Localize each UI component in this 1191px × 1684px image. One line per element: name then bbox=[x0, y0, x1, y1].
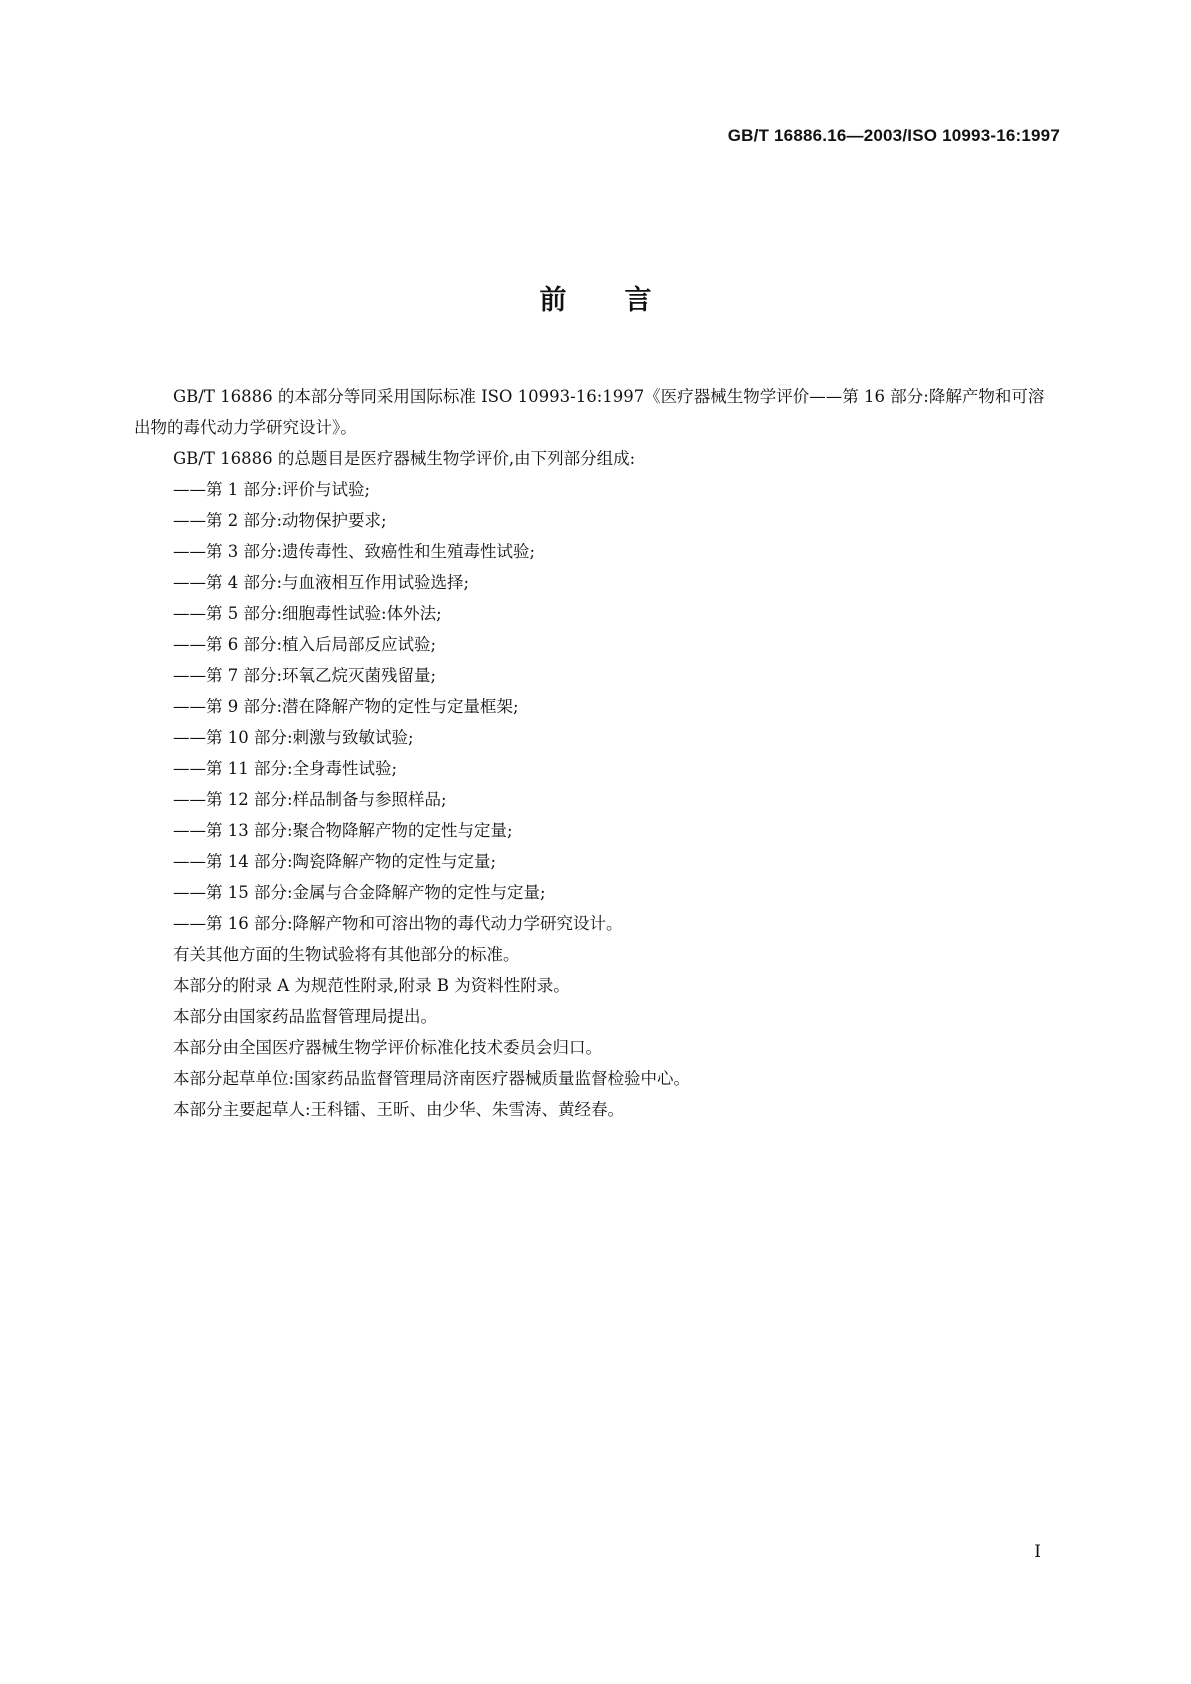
intro-paragraph-1: GB/T 16886 的本部分等同采用国际标准 ISO 10993-16:1997《医疗器械生物学评价——第 16 部分:降解产物和可溶出物的毒代动力学研究设计》。 bbox=[134, 387, 1045, 437]
part-list-item: ——第 1 部分:评价与试验; bbox=[173, 480, 371, 499]
part-list-item: ——第 11 部分:全身毒性试验; bbox=[173, 759, 398, 778]
page-number: I bbox=[1034, 1542, 1041, 1562]
part-list-item: ——第 2 部分:动物保护要求; bbox=[173, 511, 387, 530]
closing-paragraph: 本部分主要起草人:王科镭、王昕、由少华、朱雪涛、黄经春。 bbox=[173, 1100, 625, 1119]
closing-paragraph: 本部分由全国医疗器械生物学评价标准化技术委员会归口。 bbox=[173, 1038, 602, 1057]
title-char-2: 言 bbox=[624, 285, 652, 316]
title-char-1: 前 bbox=[539, 285, 567, 316]
part-list-item: ——第 7 部分:环氧乙烷灭菌残留量; bbox=[173, 666, 437, 685]
preface-body bbox=[134, 381, 1059, 1125]
part-list-item: ——第 12 部分:样品制备与参照样品; bbox=[173, 790, 447, 809]
part-list-item: ——第 5 部分:细胞毒性试验:体外法; bbox=[173, 604, 442, 623]
part-list-item: ——第 6 部分:植入后局部反应试验; bbox=[173, 635, 437, 654]
intro-paragraph-2: GB/T 16886 的总题目是医疗器械生物学评价,由下列部分组成: bbox=[173, 449, 636, 468]
part-list-item: ——第 15 部分:金属与合金降解产物的定性与定量; bbox=[173, 883, 546, 902]
closing-paragraph: 本部分的附录 A 为规范性附录,附录 B 为资料性附录。 bbox=[173, 976, 570, 995]
part-list-item: ——第 3 部分:遗传毒性、致癌性和生殖毒性试验; bbox=[173, 542, 536, 561]
closing-paragraph: 本部分起草单位:国家药品监督管理局济南医疗器械质量监督检验中心。 bbox=[173, 1069, 691, 1088]
part-list-item: ——第 9 部分:潜在降解产物的定性与定量框架; bbox=[173, 697, 519, 716]
part-list-item: ——第 14 部分:陶瓷降解产物的定性与定量; bbox=[173, 852, 497, 871]
page-title bbox=[0, 278, 1191, 317]
part-list-item: ——第 10 部分:刺激与致敏试验; bbox=[173, 728, 414, 747]
part-list-item: ——第 4 部分:与血液相互作用试验选择; bbox=[173, 573, 470, 592]
part-list-item: ——第 16 部分:降解产物和可溶出物的毒代动力学研究设计。 bbox=[173, 914, 623, 933]
closing-paragraph: 有关其他方面的生物试验将有其他部分的标准。 bbox=[173, 945, 520, 964]
closing-paragraph: 本部分由国家药品监督管理局提出。 bbox=[173, 1007, 437, 1026]
standard-code: GB/T 16886.16—2003/ISO 10993-16:1997 bbox=[727, 126, 1060, 145]
part-list-item: ——第 13 部分:聚合物降解产物的定性与定量; bbox=[173, 821, 513, 840]
